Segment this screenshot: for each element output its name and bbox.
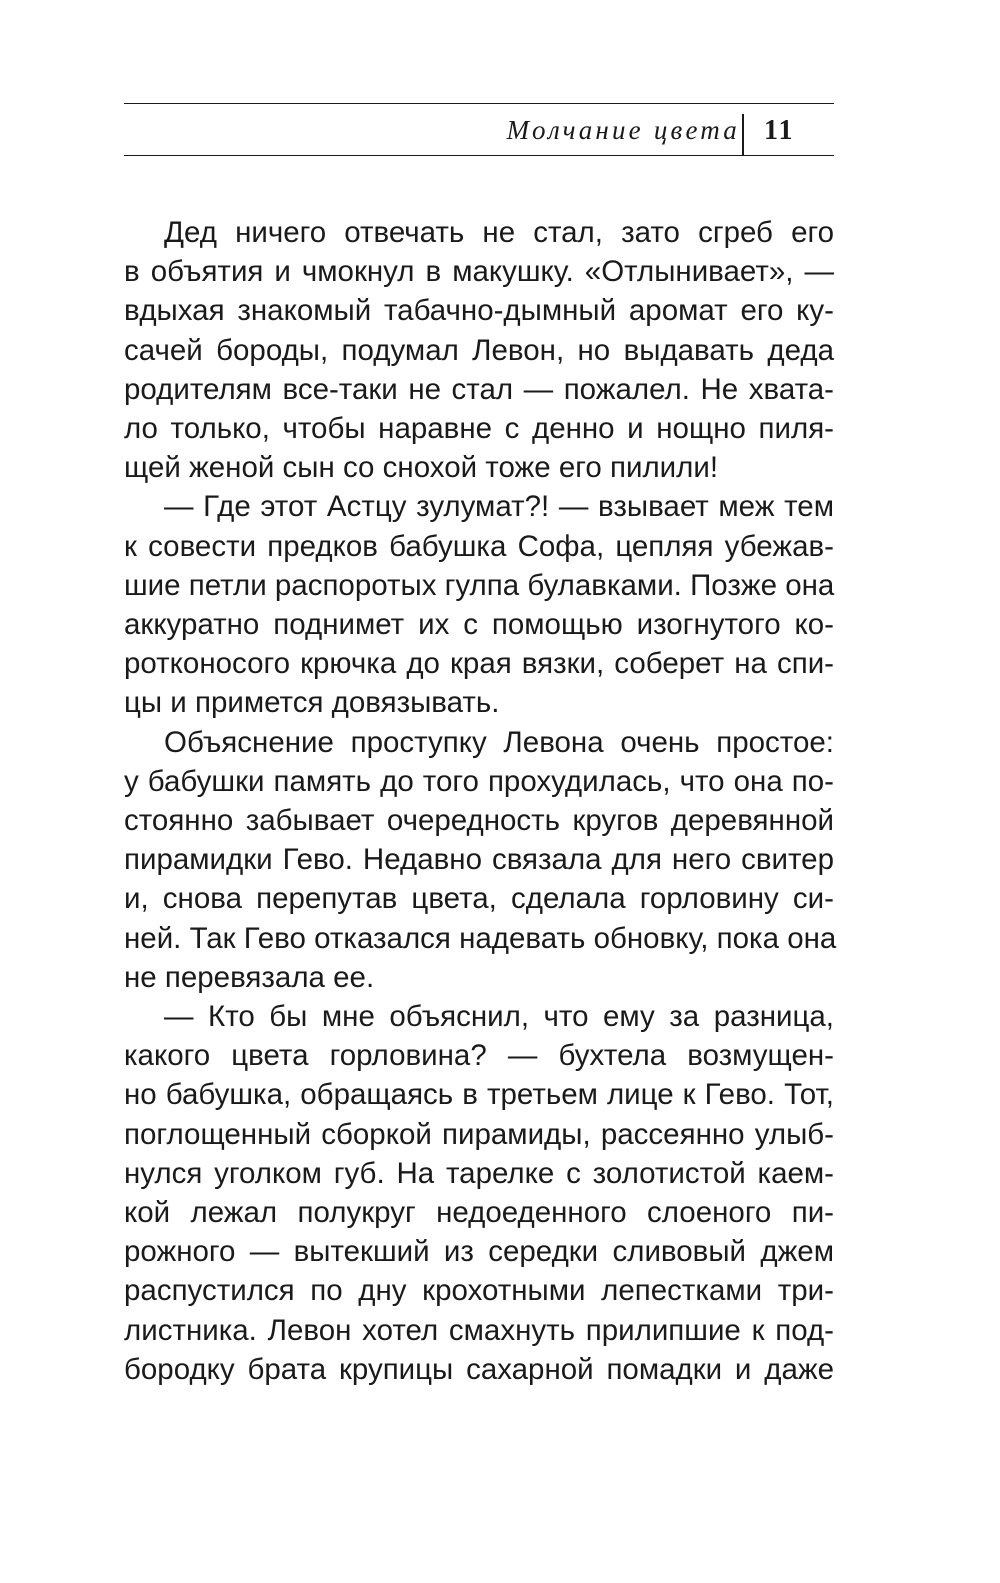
paragraph — [124, 487, 834, 722]
body-text — [124, 213, 837, 1389]
text-line: стоянно забывает очередность кругов деревянной — [124, 804, 834, 838]
text-line: рожного — вытекший из середки сливовый джем — [124, 1235, 834, 1269]
text-line: сачей бороды, подумал Левон, но выдавать деда — [124, 333, 834, 367]
text-line: ротконосого крючка до края вязки, соберет на спи- — [124, 647, 834, 681]
text-line: аккуратно поднимет их с помощью изогнутого ко- — [124, 608, 834, 642]
text-line: ло только, чтобы наравне с денно и нощно пиля- — [124, 412, 834, 446]
text-line: — Кто бы мне объяснил, что ему за разница, — [164, 1000, 834, 1034]
text-line: и, снова перепутав цвета, сделала горловину си- — [124, 882, 834, 916]
page-number: 11 — [764, 115, 795, 146]
text-line: цы и примется довязывать. — [124, 686, 500, 720]
text-line: бородку брата крупицы сахарной помадки и даже — [124, 1352, 834, 1386]
text-line: шие петли распоротых гулпа булавками. Позже она — [124, 568, 835, 602]
paragraph — [124, 723, 837, 997]
header-divider — [742, 114, 744, 156]
text-line: поглощенный сборкой пирамиды, рассеянно улыб- — [124, 1117, 834, 1151]
text-line: в объятия и чмокнул в макушку. «Отлынивает», — — [124, 255, 834, 289]
text-line: распустился по дну крохотными лепестками три- — [124, 1274, 834, 1308]
text-line: кой лежал полукруг недоеденного слоеного пи- — [124, 1196, 834, 1230]
text-line: вдыхая знакомый табачно-дымный аромат его ку- — [124, 294, 834, 328]
text-line: к совести предков бабушка Софа, цепляя убежав- — [124, 529, 834, 563]
text-line: пирамидки Гево. Недавно связала для него свитер — [124, 843, 834, 877]
text-line: какого цвета горловина? — бухтела возмущен- — [124, 1039, 834, 1073]
paragraph — [124, 997, 834, 1389]
paragraph — [124, 213, 834, 487]
text-line: ней. Так Гево отказался надевать обновку, пока она — [124, 921, 837, 955]
text-line: — Где этот Астцу зулумат?! — взывает меж тем — [164, 490, 834, 524]
text-line: но бабушка, обращаясь в третьем лице к Гево. Тот, — [124, 1078, 834, 1112]
text-line: Дед ничего отвечать не стал, зато сгреб его — [164, 216, 834, 249]
text-line: щей женой сын со снохой тоже его пилили! — [124, 451, 719, 485]
text-line: не перевязала ее. — [124, 960, 375, 994]
text-line: Объяснение проступку Левона очень простое: — [164, 725, 834, 759]
running-header — [124, 103, 834, 156]
text-line: нулся уголком губ. На тарелке с золотистой каем- — [124, 1156, 834, 1190]
text-line: листника. Левон хотел смахнуть прилипшие к под- — [124, 1313, 834, 1347]
text-line: родителям все-таки не стал — пожалел. Не хвата- — [124, 372, 834, 406]
text-line: у бабушки память до того прохудилась, что она по- — [124, 764, 834, 798]
running-title: Молчание цвета — [506, 115, 740, 145]
